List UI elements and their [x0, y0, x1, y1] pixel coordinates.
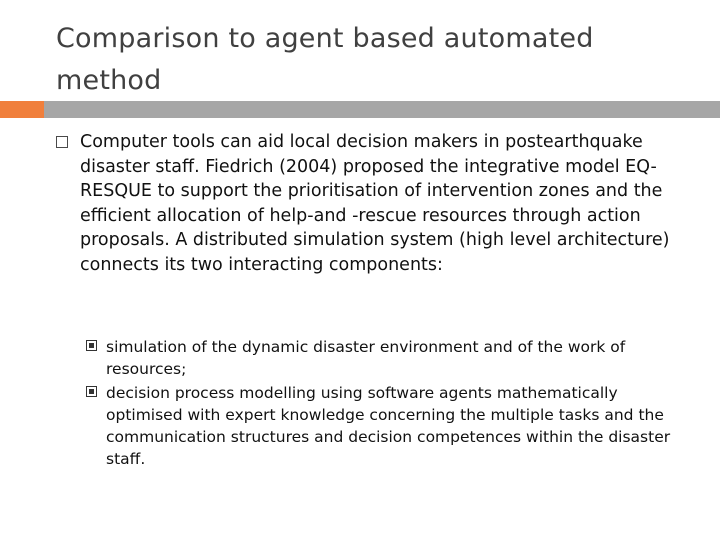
filled-square-icon: [86, 386, 97, 397]
title-accent-bar: [0, 101, 44, 118]
main-bullet: [56, 130, 684, 277]
sub-bullet-item: [84, 336, 684, 380]
hollow-square-icon: [56, 136, 68, 148]
sub-bullet-text: simulation of the dynamic disaster environment and of the work of resources;: [106, 338, 626, 378]
title-rule-bar: [44, 101, 720, 118]
sub-bullet-list: [84, 336, 684, 472]
slide-title: Comparison to agent based automated method: [56, 23, 594, 96]
sub-bullet-item: [84, 382, 684, 470]
main-bullet-text: Computer tools can aid local decision makers in postearthquake disaster staff. Fiedrich (2004) proposed the integrative model EQ-RESQUE to support the prioritisation of intervention zones and the efficient allocation of help-and -rescue resources through action proposals. A distributed simulation system (high level architecture) connects its two interacting components:: [80, 132, 670, 275]
filled-square-icon: [86, 340, 97, 351]
sub-bullet-text: decision process modelling using software agents mathematically optimised with expert knowledge concerning the multiple tasks and the communication structures and decision competences within the disaster staff.: [106, 384, 671, 468]
